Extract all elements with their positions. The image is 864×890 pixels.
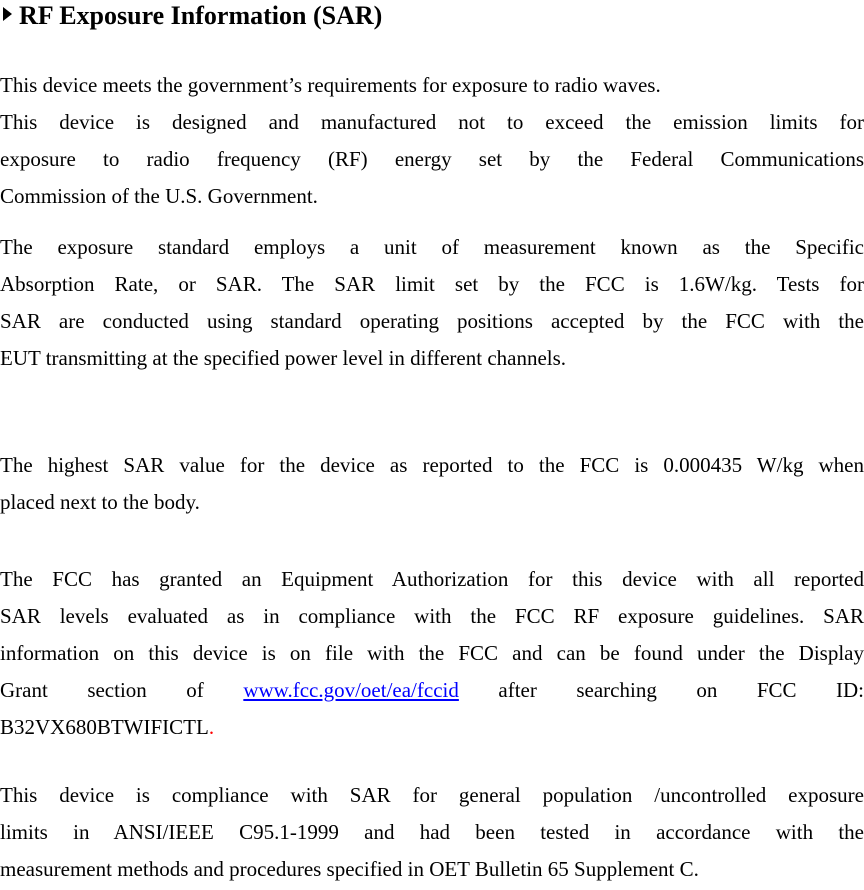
paragraph-equipment-authorization — [0, 561, 864, 746]
fcc-id-link[interactable]: www.fcc.gov/oet/ea/fccid — [243, 678, 459, 702]
paragraph-requirements — [0, 67, 864, 215]
grant-section-text: Grant section of — [0, 678, 204, 702]
paragraph-line: limits in ANSI/IEEE C95.1-1999 and had been tested in accordance with the — [0, 820, 864, 844]
paragraph-line: The exposure standard employs a unit of measurement known as the Specific — [0, 235, 864, 259]
paragraph-line: exposure to radio frequency (RF) energy set by the Federal Communications — [0, 147, 864, 171]
section-heading — [3, 0, 382, 32]
paragraph-line: The FCC has granted an Equipment Authorization for this device with all reported — [0, 567, 864, 591]
paragraph-line — [0, 709, 864, 746]
paragraph-line: Absorption Rate, or SAR. The SAR limit set by the FCC is 1.6W/kg. Tests for — [0, 272, 864, 296]
paragraph-sar-standard — [0, 229, 864, 377]
paragraph-line: information on this device is on file with the FCC and can be found under the Display — [0, 641, 864, 665]
paragraph-compliance — [0, 777, 864, 888]
paragraph-line: SAR are conducted using standard operating positions accepted by the FCC with the — [0, 309, 864, 333]
paragraph-line: SAR levels evaluated as in compliance with the FCC RF exposure guidelines. SAR — [0, 604, 864, 628]
paragraph-line: EUT transmitting at the specified power level in different channels. — [0, 346, 567, 370]
paragraph-line: placed next to the body. — [0, 490, 200, 514]
paragraph-highest-sar — [0, 447, 864, 521]
fcc-id-value: B32VX680BTWIFICTL — [0, 715, 209, 739]
paragraph-line: The highest SAR value for the device as reported to the FCC is 0.000435 W/kg when — [0, 453, 864, 477]
paragraph-line: This device is compliance with SAR for general population /uncontrolled exposure — [0, 783, 864, 807]
fcc-id-period: . — [208, 715, 215, 739]
fcc-id-search-text: after searching on FCC ID: — [498, 678, 864, 702]
paragraph-line: measurement methods and procedures specified in OET Bulletin 65 Supplement C. — [0, 857, 699, 881]
paragraph-line: Commission of the U.S. Government. — [0, 184, 318, 208]
bullet-arrow-icon — [3, 7, 12, 21]
section-heading-text: RF Exposure Information (SAR) — [19, 1, 383, 30]
paragraph-line: This device meets the government’s requirements for exposure to radio waves. — [0, 73, 661, 97]
paragraph-line-with-link — [0, 672, 864, 709]
paragraph-line: This device is designed and manufactured not to exceed the emission limits for — [0, 110, 864, 134]
